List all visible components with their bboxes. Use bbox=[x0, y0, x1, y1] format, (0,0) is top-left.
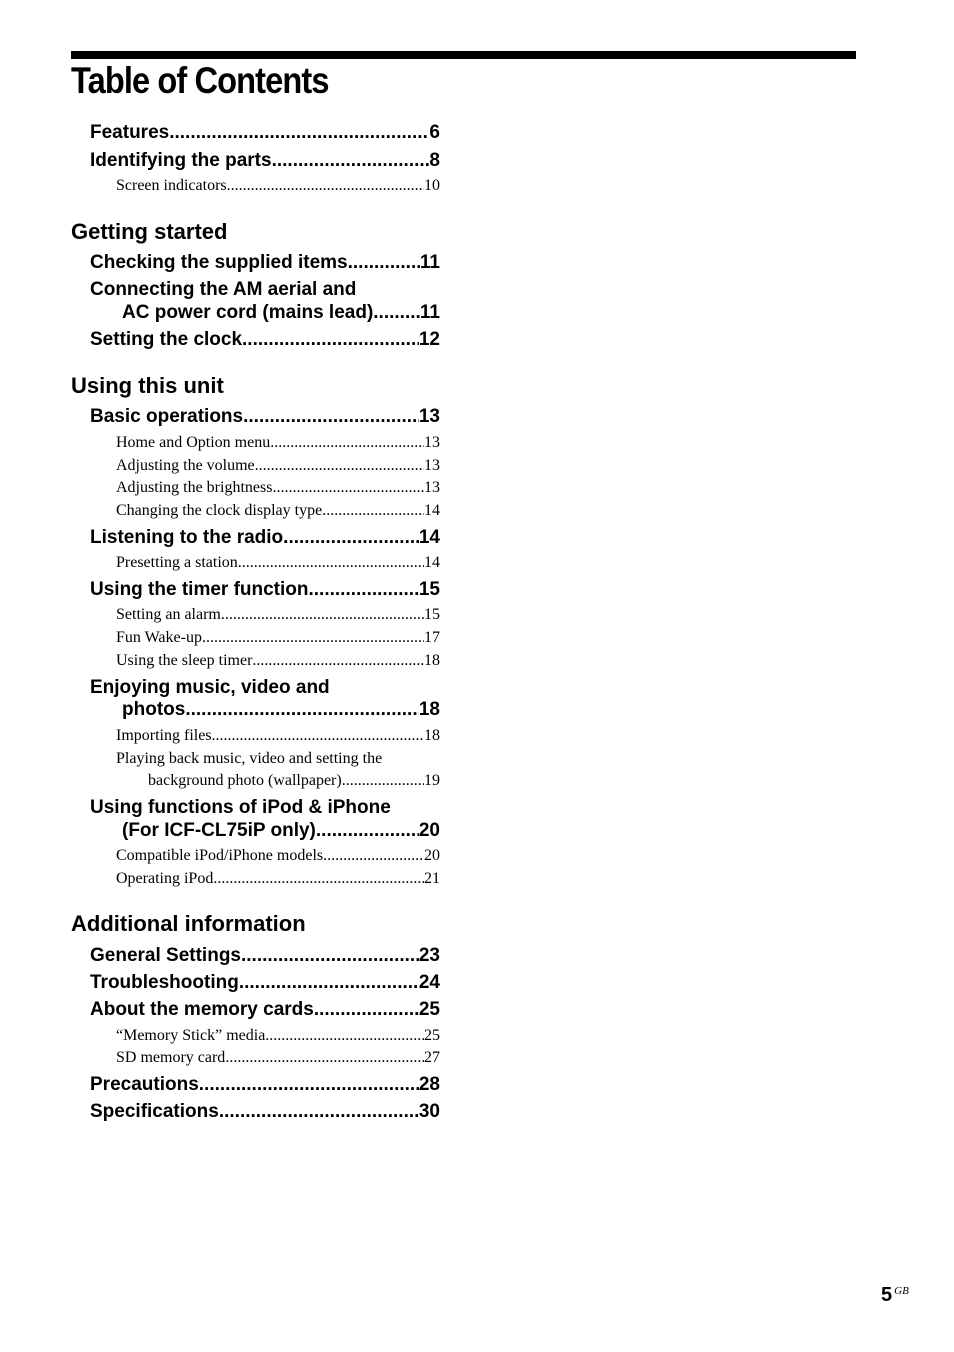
page-title: Table of Contents bbox=[71, 60, 329, 101]
toc-entry-label: Checking the supplied items bbox=[90, 252, 348, 273]
leader-dots bbox=[212, 727, 424, 745]
toc-page-number: 13 bbox=[424, 479, 440, 496]
toc-entry-setting-clock[interactable] bbox=[90, 329, 440, 351]
toc-entry-label: Basic operations bbox=[90, 406, 244, 427]
toc-page-number: 10 bbox=[424, 177, 440, 194]
toc-entry-clock-display[interactable] bbox=[116, 502, 440, 520]
toc-entry-label: Using the timer function bbox=[90, 579, 309, 600]
toc-entry-timer[interactable] bbox=[90, 579, 440, 601]
page-number bbox=[881, 1284, 909, 1307]
toc-entry-volume[interactable] bbox=[116, 457, 440, 475]
toc-entry-label: General Settings bbox=[90, 945, 241, 966]
toc-entry-sleep-timer[interactable] bbox=[116, 652, 440, 670]
toc-entry-general-settings[interactable] bbox=[90, 945, 440, 967]
toc-entry-label: Setting an alarm bbox=[116, 606, 221, 623]
toc-entry-label: Listening to the radio bbox=[90, 527, 284, 548]
toc-entry-wakeup[interactable] bbox=[116, 629, 440, 647]
toc-entry-label: Using the sleep timer bbox=[116, 652, 253, 669]
leader-dots bbox=[314, 999, 419, 1021]
toc-entry-label: background photo (wallpaper) bbox=[148, 772, 342, 789]
leader-dots bbox=[202, 629, 424, 647]
leader-dots bbox=[239, 972, 419, 994]
toc-entry-identifying[interactable] bbox=[90, 150, 440, 172]
leader-dots bbox=[225, 1049, 424, 1067]
toc-entry-playback-cont[interactable] bbox=[148, 772, 440, 790]
toc-entry-label: (For ICF-CL75iP only) bbox=[122, 820, 316, 841]
toc-page-number: 15 bbox=[424, 606, 440, 623]
toc-entry-home-menu[interactable] bbox=[116, 434, 440, 452]
toc-entry-precautions[interactable] bbox=[90, 1074, 440, 1096]
page-number-suffix: GB bbox=[894, 1285, 909, 1297]
toc-entry-music-cont[interactable] bbox=[122, 699, 440, 721]
toc-page-number: 18 bbox=[418, 699, 440, 720]
toc-entry-compatible[interactable] bbox=[116, 847, 440, 865]
toc-entry-features[interactable] bbox=[90, 122, 440, 144]
leader-dots bbox=[213, 870, 424, 888]
toc-entry-label: Troubleshooting bbox=[90, 972, 239, 993]
toc-page-number: 30 bbox=[418, 1101, 440, 1122]
toc-entry-label: SD memory card bbox=[116, 1049, 226, 1066]
top-rule bbox=[71, 51, 856, 59]
toc-page-number: 13 bbox=[424, 434, 440, 451]
leader-dots bbox=[255, 457, 424, 475]
toc-page-number: 14 bbox=[418, 527, 440, 548]
toc-entry-label: Precautions bbox=[90, 1074, 199, 1095]
toc-entry-label: Screen indicators bbox=[116, 177, 227, 194]
toc-page-number: 15 bbox=[418, 579, 440, 600]
toc-entry-label: Fun Wake-up bbox=[116, 629, 202, 646]
toc-page-number: 20 bbox=[418, 820, 440, 841]
leader-dots bbox=[283, 527, 419, 549]
toc-entry-label: Compatible iPod/iPhone models bbox=[116, 847, 324, 864]
toc-entry-ipod[interactable]: Using functions of iPod & iPhone bbox=[90, 797, 391, 818]
toc-page-number: 25 bbox=[424, 1027, 440, 1044]
leader-dots bbox=[243, 406, 419, 428]
leader-dots bbox=[227, 177, 424, 195]
leader-dots bbox=[270, 434, 424, 452]
toc-entry-memory-cards[interactable] bbox=[90, 999, 440, 1021]
toc-page-number: 13 bbox=[418, 406, 440, 427]
toc-entry-label: Setting the clock bbox=[90, 329, 243, 350]
leader-dots bbox=[272, 150, 430, 172]
toc-entry-label: Features bbox=[90, 122, 170, 143]
leader-dots bbox=[309, 579, 419, 601]
leader-dots bbox=[265, 1027, 424, 1045]
leader-dots bbox=[169, 122, 429, 144]
toc-entry-label: Home and Option menu bbox=[116, 434, 271, 451]
toc-entry-connecting[interactable]: Connecting the AM aerial and bbox=[90, 279, 357, 300]
leader-dots bbox=[348, 252, 420, 274]
toc-entry-label: Changing the clock display type bbox=[116, 502, 323, 519]
leader-dots bbox=[199, 1074, 419, 1096]
toc-page-number: 14 bbox=[424, 502, 440, 519]
leader-dots bbox=[221, 606, 424, 624]
toc-entry-checking[interactable] bbox=[90, 252, 440, 274]
toc-page-number: 12 bbox=[418, 329, 440, 350]
toc-page-number: 21 bbox=[424, 870, 440, 887]
leader-dots bbox=[238, 554, 424, 572]
toc-entry-connecting-cont[interactable] bbox=[122, 302, 440, 324]
leader-dots bbox=[323, 847, 424, 865]
toc-entry-playback[interactable]: Playing back music, video and setting the bbox=[116, 750, 383, 767]
toc-entry-importing[interactable] bbox=[116, 727, 440, 745]
toc-entry-radio[interactable] bbox=[90, 527, 440, 549]
page-number-value: 5 bbox=[881, 1284, 893, 1306]
toc-page-number: 6 bbox=[429, 122, 440, 143]
toc-page-number: 23 bbox=[418, 945, 440, 966]
toc-entry-alarm[interactable] bbox=[116, 606, 440, 624]
leader-dots bbox=[185, 699, 419, 721]
section-heading-getting-started: Getting started bbox=[71, 219, 228, 244]
toc-page-number: 8 bbox=[429, 150, 440, 171]
toc-entry-label: photos bbox=[122, 699, 186, 720]
toc-entry-screen-indicators[interactable] bbox=[116, 177, 440, 195]
toc-entry-label: Specifications bbox=[90, 1101, 219, 1122]
toc-entry-operating-ipod[interactable] bbox=[116, 870, 440, 888]
toc-entry-presetting[interactable] bbox=[116, 554, 440, 572]
toc-page-number: 28 bbox=[418, 1074, 440, 1095]
section-heading-using-unit: Using this unit bbox=[71, 373, 224, 398]
toc-page-number: 19 bbox=[424, 772, 440, 789]
toc-entry-basic-operations[interactable] bbox=[90, 406, 440, 428]
section-heading-additional: Additional information bbox=[71, 911, 306, 936]
leader-dots bbox=[272, 479, 424, 497]
toc-page-number: 27 bbox=[424, 1049, 440, 1066]
toc-entry-troubleshooting[interactable] bbox=[90, 972, 440, 994]
toc-page-number: 24 bbox=[418, 972, 440, 993]
toc-page-number: 14 bbox=[424, 554, 440, 571]
toc-entry-label: Identifying the parts bbox=[90, 150, 272, 171]
toc-page-number: 17 bbox=[424, 629, 440, 646]
leader-dots bbox=[252, 652, 424, 670]
toc-page-number: 11 bbox=[419, 302, 440, 323]
toc-page-number: 13 bbox=[424, 457, 440, 474]
toc-entry-label: Operating iPod bbox=[116, 870, 214, 887]
toc-page-number: 18 bbox=[424, 727, 440, 744]
leader-dots bbox=[322, 502, 424, 520]
toc-entry-brightness[interactable] bbox=[116, 479, 440, 497]
toc-entry-memory-stick[interactable] bbox=[116, 1027, 440, 1045]
toc-entry-label: Adjusting the volume bbox=[116, 457, 255, 474]
toc-entry-sd-card[interactable] bbox=[116, 1049, 440, 1067]
toc-entry-ipod-cont[interactable] bbox=[122, 820, 440, 842]
toc-entry-label: AC power cord (mains lead) bbox=[122, 302, 374, 323]
toc-page-number: 25 bbox=[418, 999, 440, 1020]
toc-entry-label: Presetting a station bbox=[116, 554, 238, 571]
leader-dots bbox=[373, 302, 420, 324]
toc-entry-label: Importing files bbox=[116, 727, 212, 744]
toc-entry-label: “Memory Stick” media bbox=[116, 1027, 266, 1044]
leader-dots bbox=[241, 945, 419, 967]
leader-dots bbox=[242, 329, 419, 351]
leader-dots bbox=[342, 772, 424, 790]
toc-entry-music[interactable]: Enjoying music, video and bbox=[90, 677, 330, 698]
toc-page-number: 20 bbox=[424, 847, 440, 864]
toc-entry-specifications[interactable] bbox=[90, 1101, 440, 1123]
toc-page-number: 11 bbox=[419, 252, 440, 273]
leader-dots bbox=[219, 1101, 419, 1123]
toc-entry-label: Adjusting the brightness bbox=[116, 479, 273, 496]
toc-page-number: 18 bbox=[424, 652, 440, 669]
toc-entry-label: About the memory cards bbox=[90, 999, 314, 1020]
leader-dots bbox=[316, 820, 419, 842]
